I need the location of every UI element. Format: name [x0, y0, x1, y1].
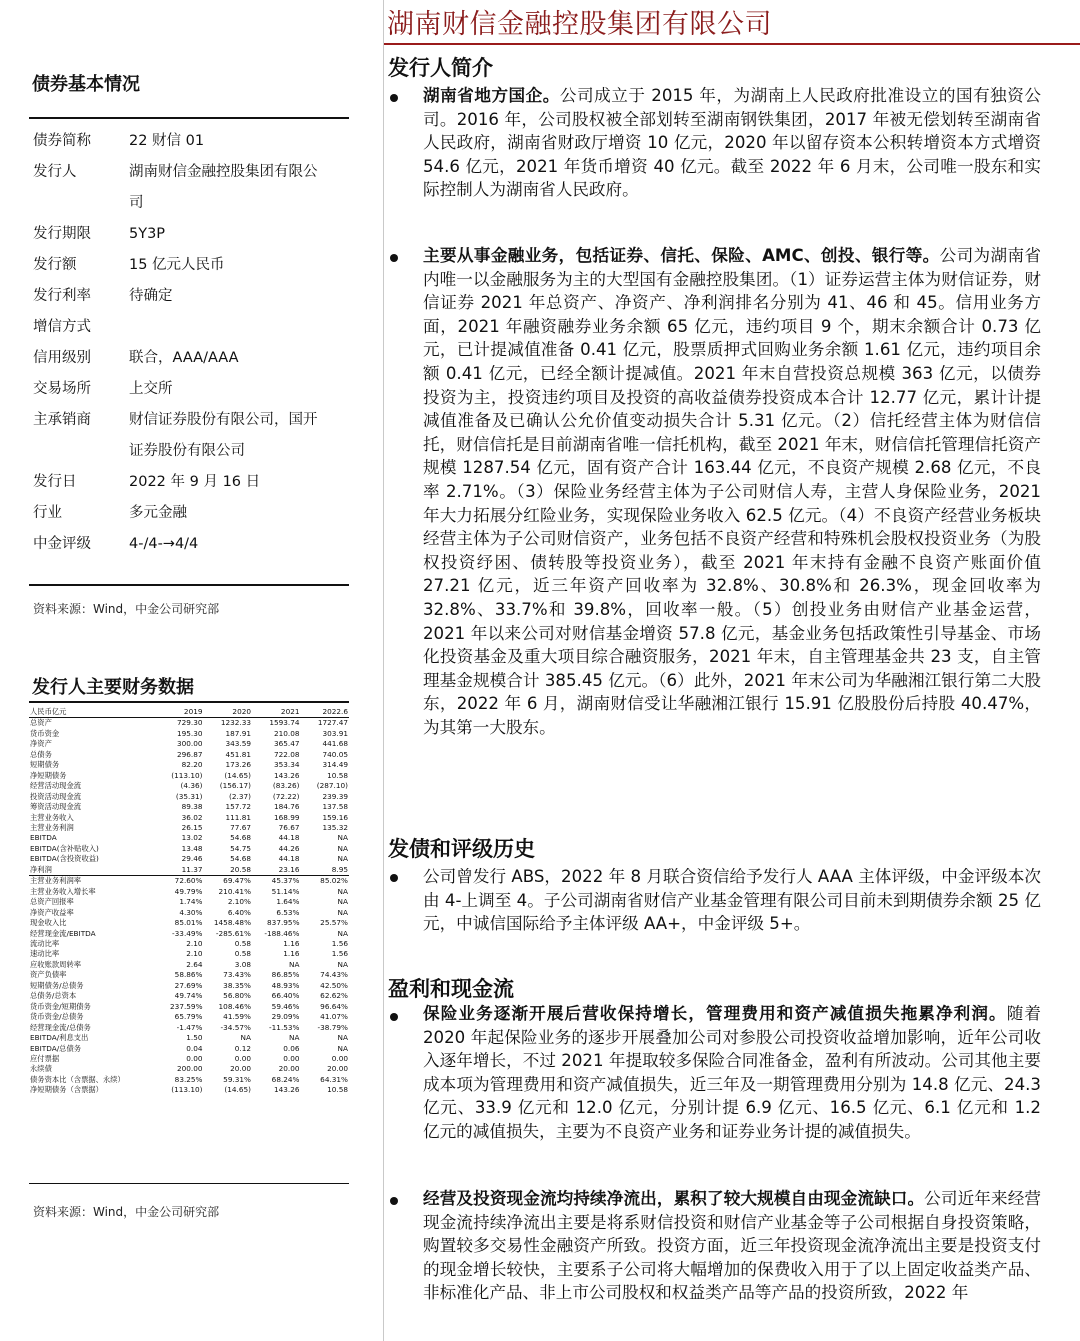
table-row-label: 经营现金流/EBITDA — [30, 928, 96, 938]
bullet-icon — [390, 1013, 398, 1021]
table-row — [29, 792, 349, 802]
paragraph-intro — [423, 84, 1041, 202]
table-cell: 51.14% — [271, 886, 300, 896]
paragraph-lead: 经营及投资现金流均持续净流出，累积了较大规模自由现金流缺口。 — [423, 1189, 925, 1208]
table-cell: -285.61% — [215, 928, 251, 938]
table-header-cell: 2022.6 — [322, 707, 348, 716]
financials-title: 发行人主要财务数据 — [32, 677, 194, 698]
bond-info-value: 15 亿元人民币 — [129, 257, 225, 273]
table-cell: 296.87 — [176, 749, 203, 759]
table-cell: 96.64% — [320, 1001, 348, 1011]
table-cell: 54.68 — [230, 833, 251, 843]
bond-info-value: 财信证券股份有限公司，国开 — [129, 412, 318, 428]
table-cell: 20.00 — [278, 1064, 300, 1074]
table-cell: 36.02 — [181, 812, 203, 822]
table-cell: 237.59% — [170, 1001, 203, 1011]
table-cell: 0.12 — [234, 1043, 251, 1053]
table-cell: 314.49 — [322, 760, 348, 770]
table-cell: 20.00 — [230, 1064, 251, 1074]
table-row-label: 应付票据 — [30, 1053, 60, 1063]
title-rule — [383, 43, 1080, 45]
table-row — [29, 750, 349, 760]
table-cell: 6.40% — [227, 907, 251, 917]
table-row — [29, 854, 349, 864]
bond-info-key: 发行利率 — [33, 288, 91, 304]
table-row-label: 短期债务/总债务 — [30, 980, 84, 990]
table-cell: 45.37% — [252, 876, 301, 887]
table-cell: 49.74% — [174, 991, 203, 1001]
bond-info-source: 资料来源：Wind，中金公司研究部 — [33, 602, 220, 616]
table-cell: -38.79% — [317, 1022, 348, 1032]
table-cell: 1593.74 — [269, 718, 300, 728]
paragraph-body: 随着 2020 年起保险业务的逐步开展叠加公司对参股公司投资收益增加影响，近年公司收入逐年增长，不过 2021 年提取较多保险合同准备金，盈利有所波动。公司其他主要成本项为管理费用和资产减值损失，近三年及一期管理费用分别为 14.8 亿元、24.3 亿元、33.9 亿元和 12.0 亿元，分别计提 6.9 亿元、16.5 亿元、6.1 亿元和 1.2 亿元的减值损失，主要为不良资产业务和证券业务计提的减值损失。 — [423, 1004, 1042, 1141]
table-row-label: 永续债 — [30, 1064, 52, 1074]
table-cell: 83.25% — [174, 1074, 203, 1084]
bullet-icon — [390, 874, 398, 882]
table-row — [29, 1044, 349, 1054]
table-row-label: EBITDA — [30, 833, 57, 843]
table-cell: 62.62% — [320, 991, 348, 1001]
column-divider — [383, 0, 384, 1341]
table-cell: 135.32 — [322, 822, 348, 832]
financials-source: 资料来源：Wind，中金公司研究部 — [33, 1205, 220, 1219]
table-row — [29, 802, 349, 812]
table-row — [29, 897, 349, 907]
paragraph-business — [423, 244, 1041, 739]
table-cell: (113.10) — [171, 1085, 203, 1095]
financials-table — [29, 707, 349, 1096]
financials-header-row — [29, 707, 349, 718]
table-row — [29, 781, 349, 791]
table-row — [29, 918, 349, 928]
table-cell: 86.85% — [271, 970, 300, 980]
table-row — [29, 760, 349, 770]
table-cell: 85.01% — [174, 918, 203, 928]
table-cell: 44.18 — [278, 833, 300, 843]
table-row-label: 债务资本比（含票据、永续） — [30, 1074, 125, 1084]
table-cell: NA — [289, 1033, 300, 1043]
table-cell: (2.37) — [229, 791, 251, 801]
table-cell: 10.58 — [327, 1085, 348, 1095]
table-cell: NA — [289, 959, 300, 969]
table-cell: 2.10 — [186, 949, 203, 959]
table-cell: 65.79% — [174, 1012, 203, 1022]
table-cell: 54.75 — [230, 843, 251, 853]
table-cell: 0.58 — [234, 938, 251, 948]
table-row-label: 经营活动现金流 — [30, 781, 82, 791]
table-cell: 76.67 — [278, 822, 300, 832]
table-row-label: EBITDA(含补贴收入) — [30, 843, 99, 853]
table-row — [29, 929, 349, 939]
table-cell: 353.34 — [273, 760, 300, 770]
table-cell: 48.93% — [271, 980, 300, 990]
table-cell: 66.40% — [271, 991, 300, 1001]
table-row — [29, 844, 349, 854]
table-cell: 837.95% — [267, 918, 300, 928]
table-cell: NA — [337, 897, 348, 907]
table-cell: -11.53% — [269, 1022, 300, 1032]
bond-info-key: 发行人 — [33, 164, 77, 180]
table-cell: 303.91 — [322, 728, 348, 738]
bond-info-key: 增信方式 — [33, 319, 91, 335]
table-row-label: 主营业务收入增长率 — [30, 886, 96, 896]
paragraph-body: 公司成立于 2015 年，为湖南上人民政府批准设立的国有独资公司。2016 年，公司股权被全部划转至湖南钢铁集团，2017 年被无偿划转至湖南省人民政府，湖南省财政厅增资 10 亿元，2020 年以留存资本公积转增资本方式增资 54.6 亿元，2021 年货币增资 40 亿元。截至 2022 年 6 月末，公司唯一股东和实际控制人为湖南省人民政府。 — [423, 86, 1042, 200]
table-row — [29, 1002, 349, 1012]
bond-info-key: 发行期限 — [33, 226, 91, 242]
bond-info-value: 4-/4-→4/4 — [129, 536, 199, 552]
table-row — [29, 771, 349, 781]
table-cell: 42.50% — [320, 980, 348, 990]
table-cell: 72.60% — [155, 876, 204, 887]
table-cell: 26.15 — [181, 822, 203, 832]
table-row-label: EBITDA(含投资收益) — [30, 854, 99, 864]
financials-rule — [29, 701, 349, 703]
table-cell: 0.00 — [186, 1053, 203, 1063]
table-cell: 2.10% — [227, 897, 251, 907]
paragraph-profit — [423, 1002, 1041, 1144]
table-row-label: 净短期债务（含票据） — [30, 1085, 103, 1095]
paragraph-lead: 湖南省地方国企。 — [423, 86, 560, 105]
table-cell: NA — [337, 886, 348, 896]
table-cell: 210.08 — [273, 728, 300, 738]
paragraph-lead: 保险业务逐渐开展后营收保持增长，管理费用和资产减值损失拖累净利润。 — [423, 1004, 1007, 1023]
table-cell: 1.74% — [179, 897, 203, 907]
table-cell: 1.50 — [186, 1033, 203, 1043]
table-row — [29, 865, 349, 876]
table-cell: 1458.48% — [213, 918, 251, 928]
table-row-label: 主营业务利润率 — [29, 876, 155, 887]
table-cell: 29.46 — [181, 854, 203, 864]
table-cell: 68.24% — [271, 1074, 300, 1084]
table-cell: 0.00 — [283, 1053, 300, 1063]
table-cell: 44.18 — [278, 854, 300, 864]
table-cell: NA — [337, 928, 348, 938]
section-history-title: 发债和评级历史 — [388, 837, 535, 861]
bond-info-row — [33, 498, 349, 529]
table-row — [29, 939, 349, 949]
table-cell: 0.00 — [331, 1053, 348, 1063]
paragraph-body: 公司曾发行 ABS，2022 年 8 月联合资信给予发行人 AAA 主体评级，中金评级本次由 4-上调至 4。子公司湖南省财信产业基金管理有限公司目前未到期债券余额 25 亿元，中诚信国际给予主体评级 AA+，中金评级 5+。 — [423, 867, 1041, 934]
table-row — [29, 823, 349, 833]
table-cell: 143.26 — [273, 1085, 300, 1095]
table-row-label: 投资活动现金流 — [30, 791, 82, 801]
table-cell: -1.47% — [176, 1022, 203, 1032]
table-cell: NA — [337, 854, 348, 864]
table-cell: -188.46% — [264, 928, 300, 938]
bond-info-value: 联合，AAA/AAA — [129, 350, 239, 366]
table-cell: (156.17) — [219, 781, 251, 791]
bond-info-row — [33, 219, 349, 250]
table-row — [29, 739, 349, 749]
table-cell: 0.06 — [283, 1043, 300, 1053]
table-cell: 1.16 — [283, 938, 300, 948]
bond-info-row — [33, 281, 349, 312]
table-row-label: 资产负债率 — [30, 970, 67, 980]
table-cell: 0.00 — [234, 1053, 251, 1063]
company-title: 湖南财信金融控股集团有限公司 — [387, 9, 772, 40]
table-row-label: 净资产收益率 — [30, 907, 74, 917]
bond-info-row — [33, 250, 349, 281]
table-cell: 13.02 — [181, 833, 203, 843]
table-cell: 64.31% — [320, 1074, 348, 1084]
table-row-label: 总资产回报率 — [30, 897, 74, 907]
bond-info-value: 多元金融 — [129, 505, 187, 521]
table-cell: 111.81 — [225, 812, 251, 822]
table-cell: 56.80% — [223, 991, 251, 1001]
table-cell: NA — [240, 1033, 251, 1043]
bond-info-key: 发行额 — [33, 257, 77, 273]
paragraph-body: 公司近年来经营现金流持续净流出主要是将系财信投资和财信产业基金等子公司根据自身投资策略，购置较多交易性金融资产所致。投资方面，近三年投资现金流净流出主要是投资支付的现金增长较快，主要系子公司将大幅增加的保费收入用于了以上固定收益类产品、非标准化产品、非上市公司股权和权益类产品等产品的投资所致，2022 年 — [423, 1189, 1041, 1303]
bond-info-value: 5Y3P — [129, 226, 166, 242]
table-row-label: 货币资金 — [30, 728, 60, 738]
bond-info-row — [33, 312, 349, 343]
table-cell: 1232.33 — [220, 718, 251, 728]
bond-info-value — [129, 312, 349, 343]
bond-info-key: 交易场所 — [33, 381, 91, 397]
table-cell: 740.05 — [322, 749, 348, 759]
bullet-icon — [390, 1197, 398, 1205]
table-row-label: 净利润 — [30, 864, 52, 874]
table-cell: (113.10) — [171, 770, 203, 780]
table-cell: 451.81 — [225, 749, 251, 759]
table-row-label: 净资产 — [30, 739, 52, 749]
table-cell: 3.08 — [234, 959, 251, 969]
bond-info-bottom-rule — [29, 584, 349, 586]
table-cell: 143.26 — [273, 770, 300, 780]
bond-info-key: 行业 — [33, 505, 62, 521]
table-cell: (35.31) — [175, 791, 203, 801]
bond-info-key — [33, 188, 129, 219]
table-cell: 2.10 — [186, 938, 203, 948]
table-cell: 89.38 — [181, 802, 203, 812]
table-row — [29, 887, 349, 897]
table-cell: 29.09% — [271, 1012, 300, 1022]
table-cell: 173.26 — [225, 760, 251, 770]
table-row — [29, 718, 349, 729]
table-cell: 73.43% — [223, 970, 251, 980]
bullet-icon — [390, 254, 398, 262]
table-row-label: 经营现金流/总债务 — [30, 1022, 91, 1032]
table-row-label: 速动比率 — [30, 949, 60, 959]
table-cell: NA — [337, 843, 348, 853]
table-cell: 77.67 — [230, 822, 251, 832]
table-row — [29, 960, 349, 970]
table-cell: 58.86% — [174, 970, 203, 980]
table-cell: 44.26 — [278, 843, 300, 853]
bond-info-key: 债券简称 — [33, 133, 91, 149]
table-cell: (83.26) — [272, 781, 300, 791]
table-row — [29, 813, 349, 823]
table-cell: 1.64% — [276, 897, 300, 907]
table-cell: 0.58 — [234, 949, 251, 959]
table-cell: 74.43% — [320, 970, 348, 980]
table-cell: 23.16 — [278, 864, 300, 874]
table-row-label: 货币资金/短期债务 — [30, 1001, 91, 1011]
table-row — [29, 1033, 349, 1043]
table-cell: 108.46% — [218, 1001, 251, 1011]
table-cell: 13.48 — [181, 843, 203, 853]
bond-info-value: 上交所 — [129, 381, 173, 397]
table-row-label: 总资产 — [30, 718, 52, 728]
paragraph-lead: 主要从事金融业务，包括证券、信托、保险、AMC、创投、银行等。 — [423, 246, 940, 265]
table-row — [29, 908, 349, 918]
bond-info-row — [33, 157, 349, 188]
table-cell: 1.56 — [331, 938, 348, 948]
bond-info-title: 债券基本情况 — [32, 74, 140, 95]
table-cell: 300.00 — [176, 739, 203, 749]
bond-info-value: 待确定 — [129, 288, 173, 304]
table-cell: (287.10) — [316, 781, 348, 791]
table-row — [29, 729, 349, 739]
table-row-label: 净短期债务 — [30, 770, 67, 780]
table-cell: 159.16 — [322, 812, 348, 822]
bond-info-rule — [29, 117, 349, 119]
table-cell: 59.31% — [223, 1074, 251, 1084]
table-row — [29, 991, 349, 1001]
table-row — [29, 1064, 349, 1074]
table-cell: 365.47 — [273, 739, 300, 749]
table-cell: 27.69% — [174, 980, 203, 990]
table-row — [29, 981, 349, 991]
bond-info-row — [33, 467, 349, 498]
bond-info-value: 证券股份有限公司 — [129, 443, 245, 459]
table-row — [29, 1085, 349, 1095]
bond-info-key: 主承销商 — [33, 412, 91, 428]
table-row — [29, 833, 349, 843]
table-cell: 41.07% — [320, 1012, 348, 1022]
table-row-label: 短期债务 — [30, 760, 60, 770]
table-row — [29, 949, 349, 959]
bond-info-value: 2022 年 9 月 16 日 — [129, 474, 261, 490]
bond-info-value: 22 财信 01 — [129, 133, 205, 149]
table-row — [29, 1023, 349, 1033]
table-cell: 8.95 — [331, 864, 348, 874]
bond-info-row — [33, 188, 349, 219]
paragraph-cashflow — [423, 1187, 1041, 1305]
table-row-label: 流动比率 — [30, 938, 60, 948]
table-cell: (4.36) — [180, 781, 203, 791]
section-profit-title: 盈利和现金流 — [388, 977, 514, 1001]
table-cell: 184.76 — [273, 802, 300, 812]
table-cell: 210.41% — [218, 886, 251, 896]
table-cell: 137.58 — [322, 802, 348, 812]
table-cell: 41.59% — [223, 1012, 251, 1022]
table-cell: 25.57% — [320, 918, 348, 928]
table-row-label: 主营业务利润 — [30, 822, 74, 832]
table-cell: NA — [337, 1033, 348, 1043]
table-row-label: 总债务/总资本 — [30, 991, 77, 1001]
table-cell: 20.00 — [327, 1064, 348, 1074]
bond-info-row — [33, 405, 349, 436]
bond-info-key: 信用级别 — [33, 350, 91, 366]
bond-info-key: 发行日 — [33, 474, 77, 490]
table-row-label: EBITDA/总债务 — [30, 1043, 82, 1053]
table-cell: 85.02% — [301, 876, 350, 887]
bond-info-list — [33, 126, 349, 560]
table-cell: 1.16 — [283, 949, 300, 959]
table-cell: 343.59 — [225, 739, 251, 749]
table-cell: 6.53% — [276, 907, 300, 917]
table-cell: 195.30 — [176, 728, 203, 738]
table-cell: 10.58 — [327, 770, 348, 780]
bond-info-value: 湖南财信金融控股集团有限公 — [129, 164, 318, 180]
table-cell: (72.22) — [272, 791, 300, 801]
table-row-label: 现金收入比 — [30, 918, 67, 928]
table-cell: 729.30 — [176, 718, 203, 728]
table-row-label: EBITDA/利息支出 — [30, 1033, 89, 1043]
table-row-label: 总债务 — [30, 749, 52, 759]
paragraph-history — [423, 865, 1041, 936]
table-row — [29, 1054, 349, 1064]
table-cell: 200.00 — [176, 1064, 203, 1074]
bond-info-key: 中金评级 — [33, 536, 91, 552]
table-header-cell: 人民币亿元 — [30, 707, 67, 716]
table-cell: 722.08 — [273, 749, 300, 759]
table-cell: 441.68 — [322, 739, 348, 749]
table-row — [29, 876, 349, 887]
table-cell: 49.79% — [174, 886, 203, 896]
table-cell: 187.91 — [225, 728, 251, 738]
table-cell: 1.56 — [331, 949, 348, 959]
table-header-cell: 2020 — [232, 707, 251, 716]
bond-info-row — [33, 343, 349, 374]
table-cell: (14.65) — [224, 770, 251, 780]
table-row-label: 应收账款周转率 — [30, 959, 82, 969]
bond-info-row — [33, 436, 349, 467]
bond-info-value: 司 — [129, 195, 144, 211]
table-cell: -34.57% — [220, 1022, 251, 1032]
table-cell: 54.68 — [230, 854, 251, 864]
table-row-label: 货币资金/总债务 — [30, 1012, 84, 1022]
table-header-cell: 2019 — [183, 707, 203, 716]
table-cell: (14.65) — [224, 1085, 251, 1095]
table-row — [29, 1075, 349, 1085]
table-header-cell: 2021 — [280, 707, 300, 716]
table-row — [29, 970, 349, 980]
table-row-label: 筹资活动现金流 — [30, 802, 82, 812]
table-cell: 157.72 — [225, 802, 251, 812]
table-row-label: 主营业务收入 — [30, 812, 74, 822]
table-cell: 0.04 — [186, 1043, 203, 1053]
table-cell: 38.35% — [223, 980, 251, 990]
table-cell: -33.49% — [172, 928, 203, 938]
table-cell: 2.64 — [186, 959, 203, 969]
table-cell: NA — [337, 907, 348, 917]
table-cell: 20.58 — [230, 864, 251, 874]
table-cell: NA — [337, 833, 348, 843]
table-cell: 168.99 — [273, 812, 300, 822]
table-cell: 69.47% — [204, 876, 253, 887]
table-cell: 4.30% — [179, 907, 203, 917]
bond-info-key — [33, 436, 129, 467]
paragraph-body: 公司为湖南省内唯一以金融服务为主的大型国有金融控股集团。（1）证券运营主体为财信证券，财信证券 2021 年总资产、净资产、净利润排名分别为 41、46 和 45。信用业务方面，2021 年融资融券业务余额 65 亿元，违约项目 9 个，期末余额合计 0.73 亿元，已计提减值准备 0.41 亿元，股票质押式回购业务余额 1.61 亿元，违约项目余额 0.41 亿元，已经全额计提减值。2021 年末自营投资总规模 363 亿元，以债券投资为主，投资违约项目及投资的高收益债券投资成本合计 12.77 亿元，累计计提减值准备及已确认公允价值变动损失合计 5.31 亿元。（2）信托经营主体为财信信托，财信信托是目前湖南省唯一信托机构，截至 2021 年末，财信信托管理信托资产规模 1287.54 亿元，固有资产合计 163.44 亿元，不良资产规模 2.68 亿元，不良率 2.71%。（3）保险业务经营主体为子公司财信人寿，主营人身保险业务，2021 年大力拓展分红险业务，实现保险业务收入 62.5 亿元。（4）不良资产经营业务板块经营主体为子公司财信资产，业务包括不良资产经营和特殊机会股权投资业务（为股权投资纾困、债转股等投资业务），截至 2021 年末持有金融不良资产账面价值 27.21 亿元，近三年资产回收率为 32.8%、30.8%和 26.3%，现金回收率为 32.8%、33.7%和 39.8%，回收率一般。（5）创投业务由财信产业基金运营，2021 年以来公司对财信基金增资 57.8 亿元，基金业务包括政策性引导基金、市场化投资基金及重大项目综合融资服务，2021 年末，自主管理基金共 23 支，自主管理基金规模合计 385.45 亿元。（6）此外，2021 年末公司为华融湘江银行第二大股东，2022 年 6 月，湖南财信受让华融湘江银行 15.91 亿股股份后持股 40.47%，为其第一大股东。 — [423, 246, 1041, 737]
table-cell: 1727.47 — [317, 718, 348, 728]
table-cell: 239.39 — [322, 791, 348, 801]
table-cell: NA — [337, 959, 348, 969]
bond-info-row — [33, 529, 349, 560]
table-cell: NA — [337, 1043, 348, 1053]
table-row — [29, 1012, 349, 1022]
financials-bottom-rule — [29, 1183, 349, 1184]
table-cell: 11.37 — [181, 864, 203, 874]
section-intro-title: 发行人简介 — [388, 56, 493, 80]
table-cell: 59.46% — [271, 1001, 300, 1011]
table-cell: 82.20 — [181, 760, 203, 770]
bond-info-row — [33, 126, 349, 157]
bullet-icon — [390, 94, 398, 102]
bond-info-row — [33, 374, 349, 405]
